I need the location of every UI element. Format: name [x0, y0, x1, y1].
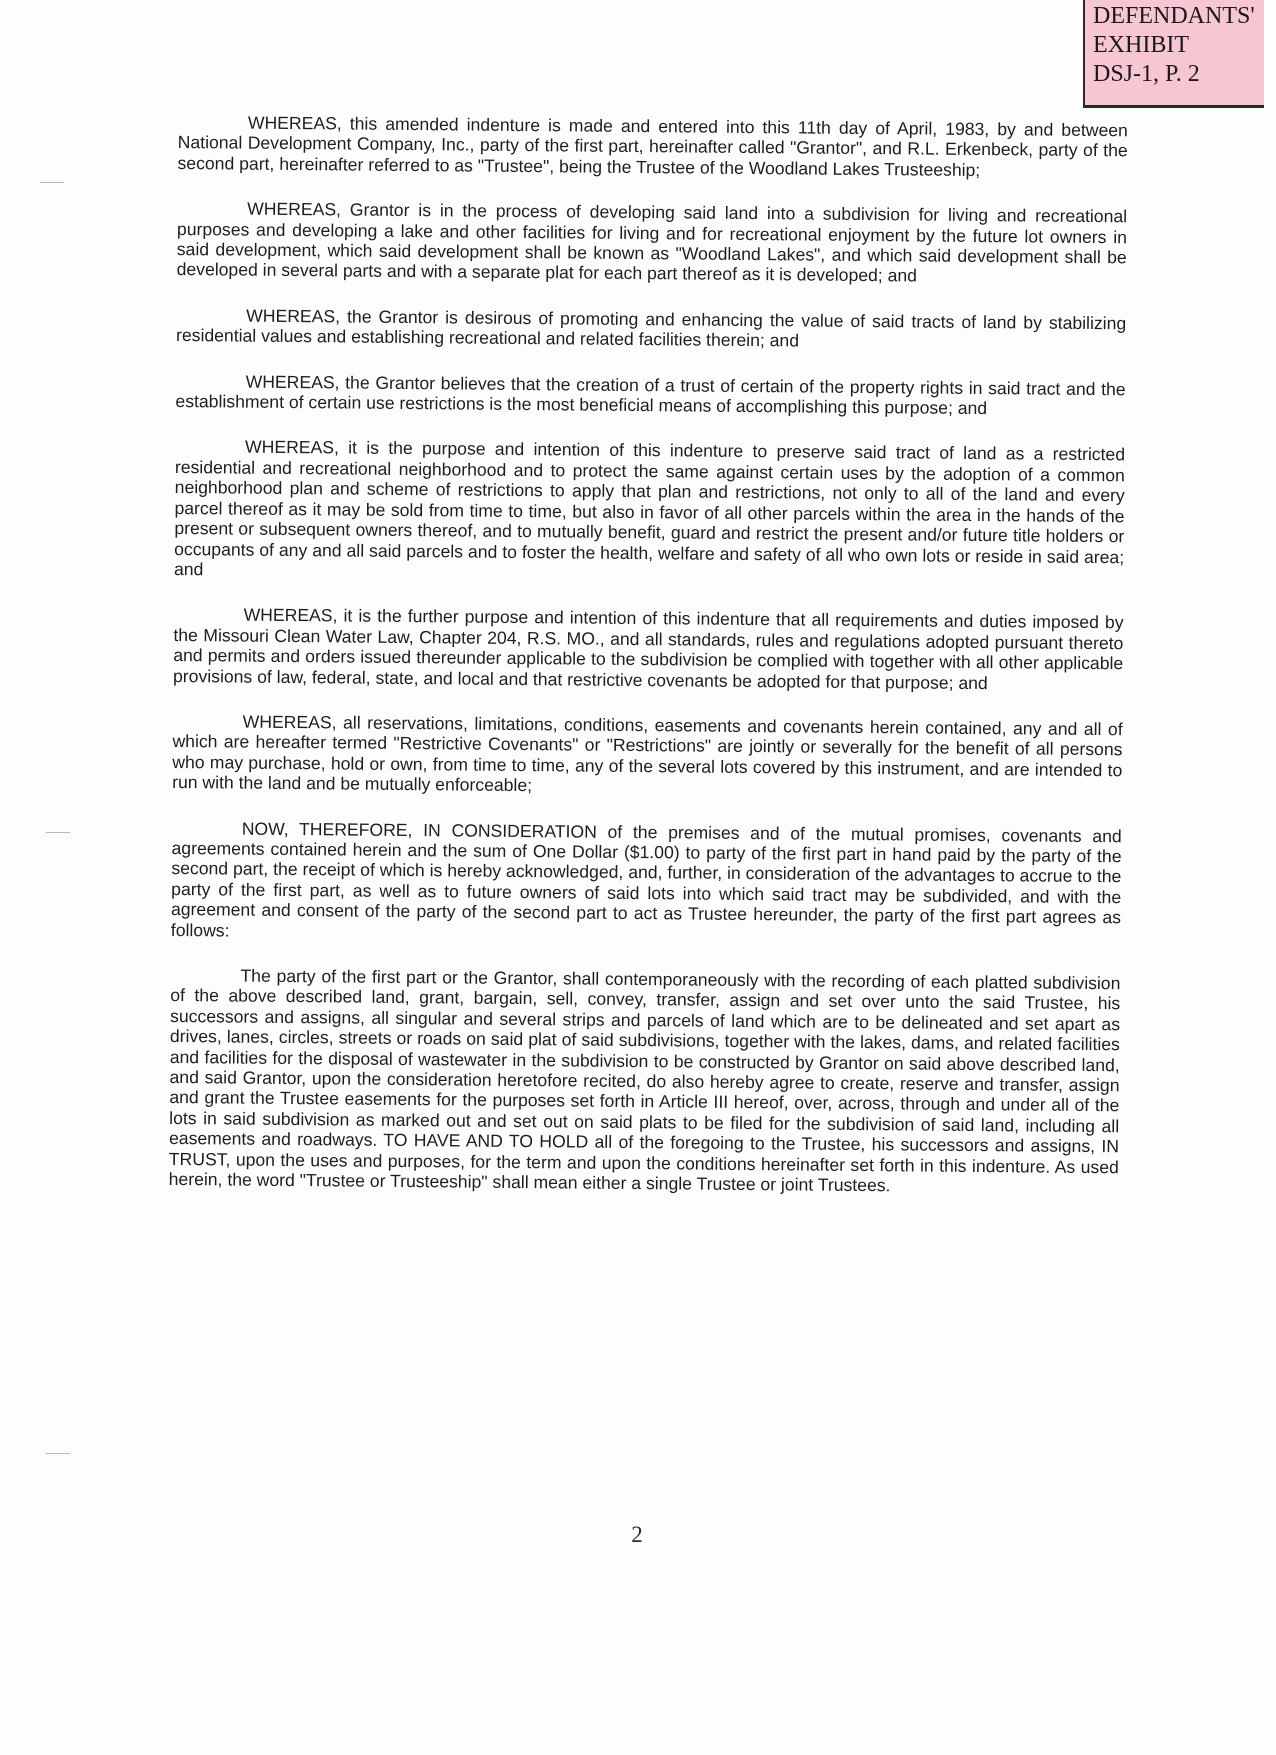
paragraph: WHEREAS, the Grantor is desirous of promoting and enhancing the value of said tracts of land by stabilizing residential values and establishing recreational and related facilities therein; and — [175, 305, 1127, 351]
exhibit-label-line: DSJ-1, P. 2 — [1093, 61, 1200, 87]
scan-artifact-mark — [40, 182, 64, 183]
paragraph: WHEREAS, all reservations, limitations, conditions, easements and covenants herein contained, any and all of which are hereafter termed "Restrictive Covenants" or "Restrictions" are jointly or severally for the benefit of all persons who may purchase, hold or own, from time to time, any of the several lots covered by this instrument, and are intended to run with the land and be mutually enforceable; — [172, 711, 1123, 796]
paragraph: WHEREAS, Grantor is in the process of developing said land into a subdivision for living and recreational purposes and developing a lake and other facilities for living and for recreational enjoyment by the future lot owners in said development, which said development shall be known as "Woodland Lakes", and which said development shall be developed in several parts and with a separate plat for each part thereof as it is developed; and — [176, 198, 1128, 286]
exhibit-label-line: DEFENDANTS' — [1093, 3, 1255, 29]
exhibit-sticker — [1083, 0, 1264, 108]
exhibit-label-line: EXHIBIT — [1093, 32, 1189, 58]
document-body — [169, 112, 1128, 1198]
page-number: 2 — [631, 1522, 643, 1547]
paragraph: WHEREAS, the Grantor believes that the creation of a trust of certain of the property rights in said tract and the establishment of certain use restrictions is the most beneficial means of accomplishing this purpose; and — [175, 371, 1126, 419]
scan-artifact-mark — [46, 1453, 70, 1454]
paragraph: WHEREAS, it is the further purpose and intention of this indenture that all requirements and duties imposed by the Missouri Clean Water Law, Chapter 204, R.S. MO., and all standards, rules and regulations adopted pursuant thereto and permits and orders issued thereunder applicable to the subdivision be complied with together with all other applicable provisions of law, federal, state, and local and that restrictive covenants be adopted for that purpose; and — [172, 604, 1124, 693]
paragraph: WHEREAS, it is the purpose and intention of this indenture to preserve said tract of land as a restricted residential and recreational neighborhood and to protect the same against certain uses by the adoption of a common neighborhood plan and scheme of restrictions to apply that plan and restrictions, not only to all of the land and every parcel thereof as it may be sold from time to time, but also in favor of all other parcels within the area in the hands of the present or subsequent owners thereof, and to mutually benefit, guard and restrict the present and/or future title holders or occupants of any and all said parcels and to foster the health, welfare and safety of all who own lots or reside in said area; and — [173, 437, 1126, 580]
scan-artifact-mark — [46, 832, 70, 833]
paragraph: The party of the first part or the Grantor, shall contemporaneously with the recording of each platted subdivision of the above described land, grant, bargain, sell, convey, transfer, assign and set over unto the said Trustee, his successors and assigns, all singular and several strips and parcels of land which are to be delineated and set apart as drives, lanes, circles, streets or roads on said plat of said subdivisions, together with the lakes, dams, and related facilities and facilities for the disposal of wastewater in the subdivision to be constructed by Grantor on said above described land, and said Grantor, upon the consideration heretofore recited, do also hereby agree to create, reserve and transfer, assign and grant the Trustee easements for the purposes set forth in Article III hereof, over, across, through and under all of the lots in said subdivision as marked out and set out on said plats to be filed for the subdivision of said land, including all easements and roadways. TO HAVE AND TO HOLD all of the foregoing to the Trustee, his successors and assigns, IN TRUST, upon the uses and purposes, for the term and upon the conditions hereinafter set forth in this indenture. As used herein, the word "Trustee or Trusteeship" shall mean either a single Trustee or joint Trustees. — [168, 965, 1121, 1196]
paragraph: NOW, THEREFORE, IN CONSIDERATION of the premises and of the mutual promises, covenants and agreements contained herein and the sum of One Dollar ($1.00) to party of the first part in hand paid by the party of the second part, the receipt of which is hereby acknowledged, and, further, in consideration of the advantages to accrue to the party of the first part, as well as to future owners of said lots into which said tract may be subdivided, and with the agreement and consent of the party of the second part to act as Trustee hereunder, the party of the first part agrees as follows: — [170, 818, 1122, 941]
paragraph: WHEREAS, this amended indenture is made and entered into this 11th day of April, 1983, by and between National Development Company, Inc., party of the first part, hereinafter called "Grantor", and R.L. Erkenbeck, party of the second part, hereinafter referred to as "Trustee", being the Trustee of the Woodland Lakes Trusteeship; — [177, 112, 1128, 180]
